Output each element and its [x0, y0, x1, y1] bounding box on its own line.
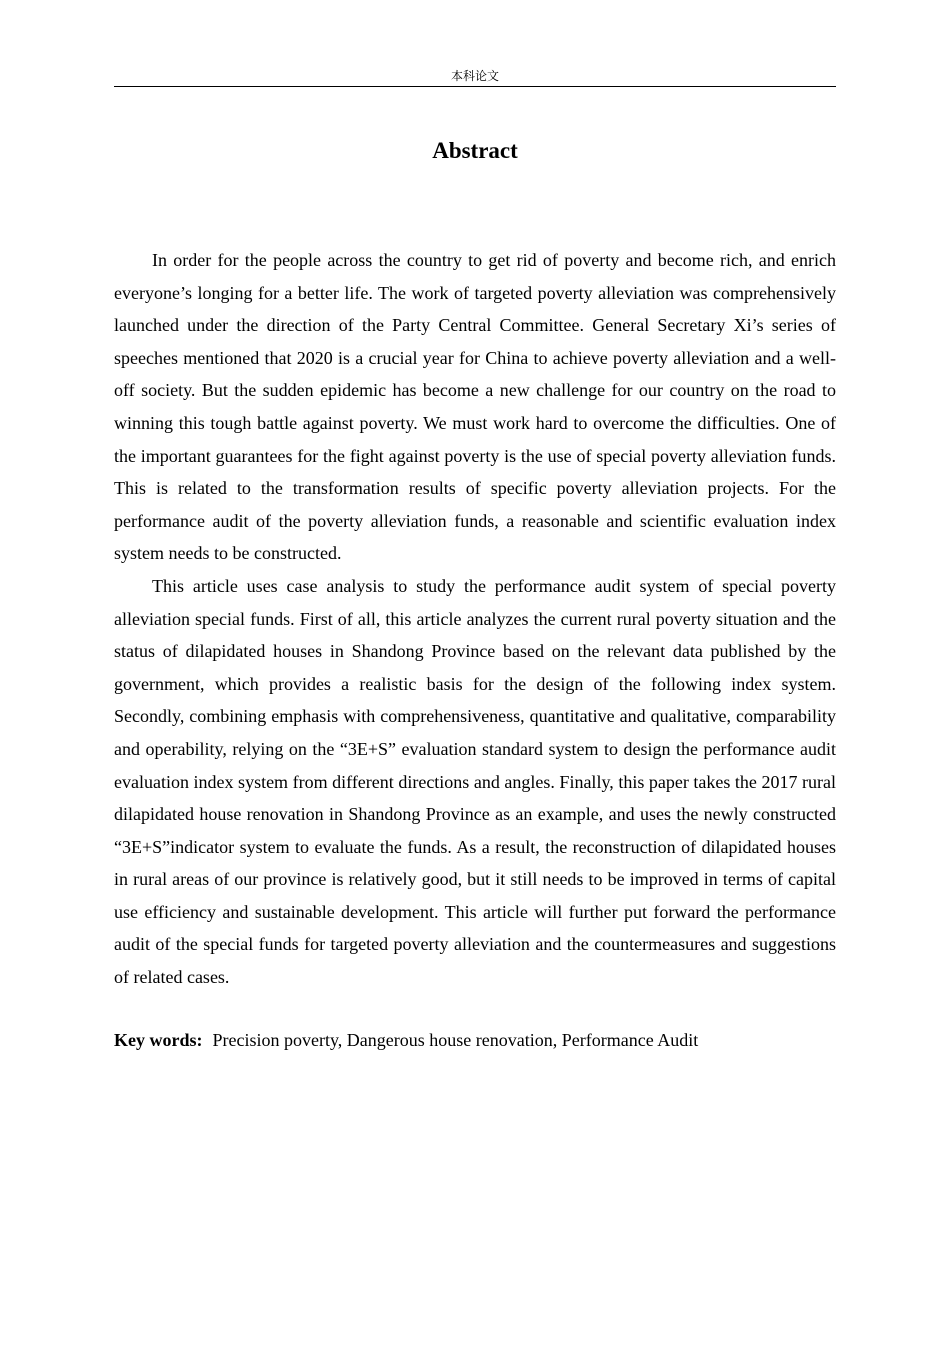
- abstract-body: [114, 244, 836, 994]
- page-header: 本科论文: [450, 69, 499, 83]
- keywords-value: Precision poverty, Dangerous house renovation, Performance Audit: [212, 1030, 699, 1050]
- abstract-paragraph-2: This article uses case analysis to study the performance audit system of special poverty alleviation special funds. First of all, this article analyzes the current rural poverty situation and the status of dilapidated houses in Shandong Province based on the relevant data published by the government, which provides a realistic basis for the design of the following index system. Secondly, combining emphasis with comprehensiveness, quantitative and qualitative, comparability and operability, relying on the “3E+S” evaluation standard system to design the performance audit evaluation index system from different directions and angles. Finally, this paper takes the 2017 rural dilapidated house renovation in Shandong Province as an example, and uses the newly constructed “3E+S”indicator system to evaluate the funds. As a result, the reconstruction of dilapidated houses in rural areas of our province is relatively good, but it still needs to be improved in terms of capital use efficiency and sustainable development. This article will further put forward the performance audit of the special funds for targeted poverty alleviation and the countermeasures and suggestions of related cases.: [114, 575, 836, 988]
- abstract-paragraph-1: In order for the people across the country to get rid of poverty and become rich, and enrich everyone’s longing for a better life. The work of targeted poverty alleviation was comprehensively launched under the direction of the Party Central Committee. General Secretary Xi’s series of speeches mentioned that 2020 is a crucial year for China to achieve poverty alleviation and a well-off society. But the sudden epidemic has become a new challenge for our country on the road to winning this tough battle against poverty. We must work hard to overcome the difficulties. One of the important guarantees for the fight against poverty is the use of special poverty alleviation funds. This is related to the transformation results of specific poverty alleviation projects. For the performance audit of the poverty alleviation funds, a reasonable and scientific evaluation index system needs to be constructed.: [114, 250, 836, 564]
- keywords-line: [114, 1025, 836, 1055]
- keywords-label: Key words:: [114, 1030, 203, 1050]
- page-title: Abstract: [432, 138, 518, 163]
- header-divider: [114, 86, 836, 87]
